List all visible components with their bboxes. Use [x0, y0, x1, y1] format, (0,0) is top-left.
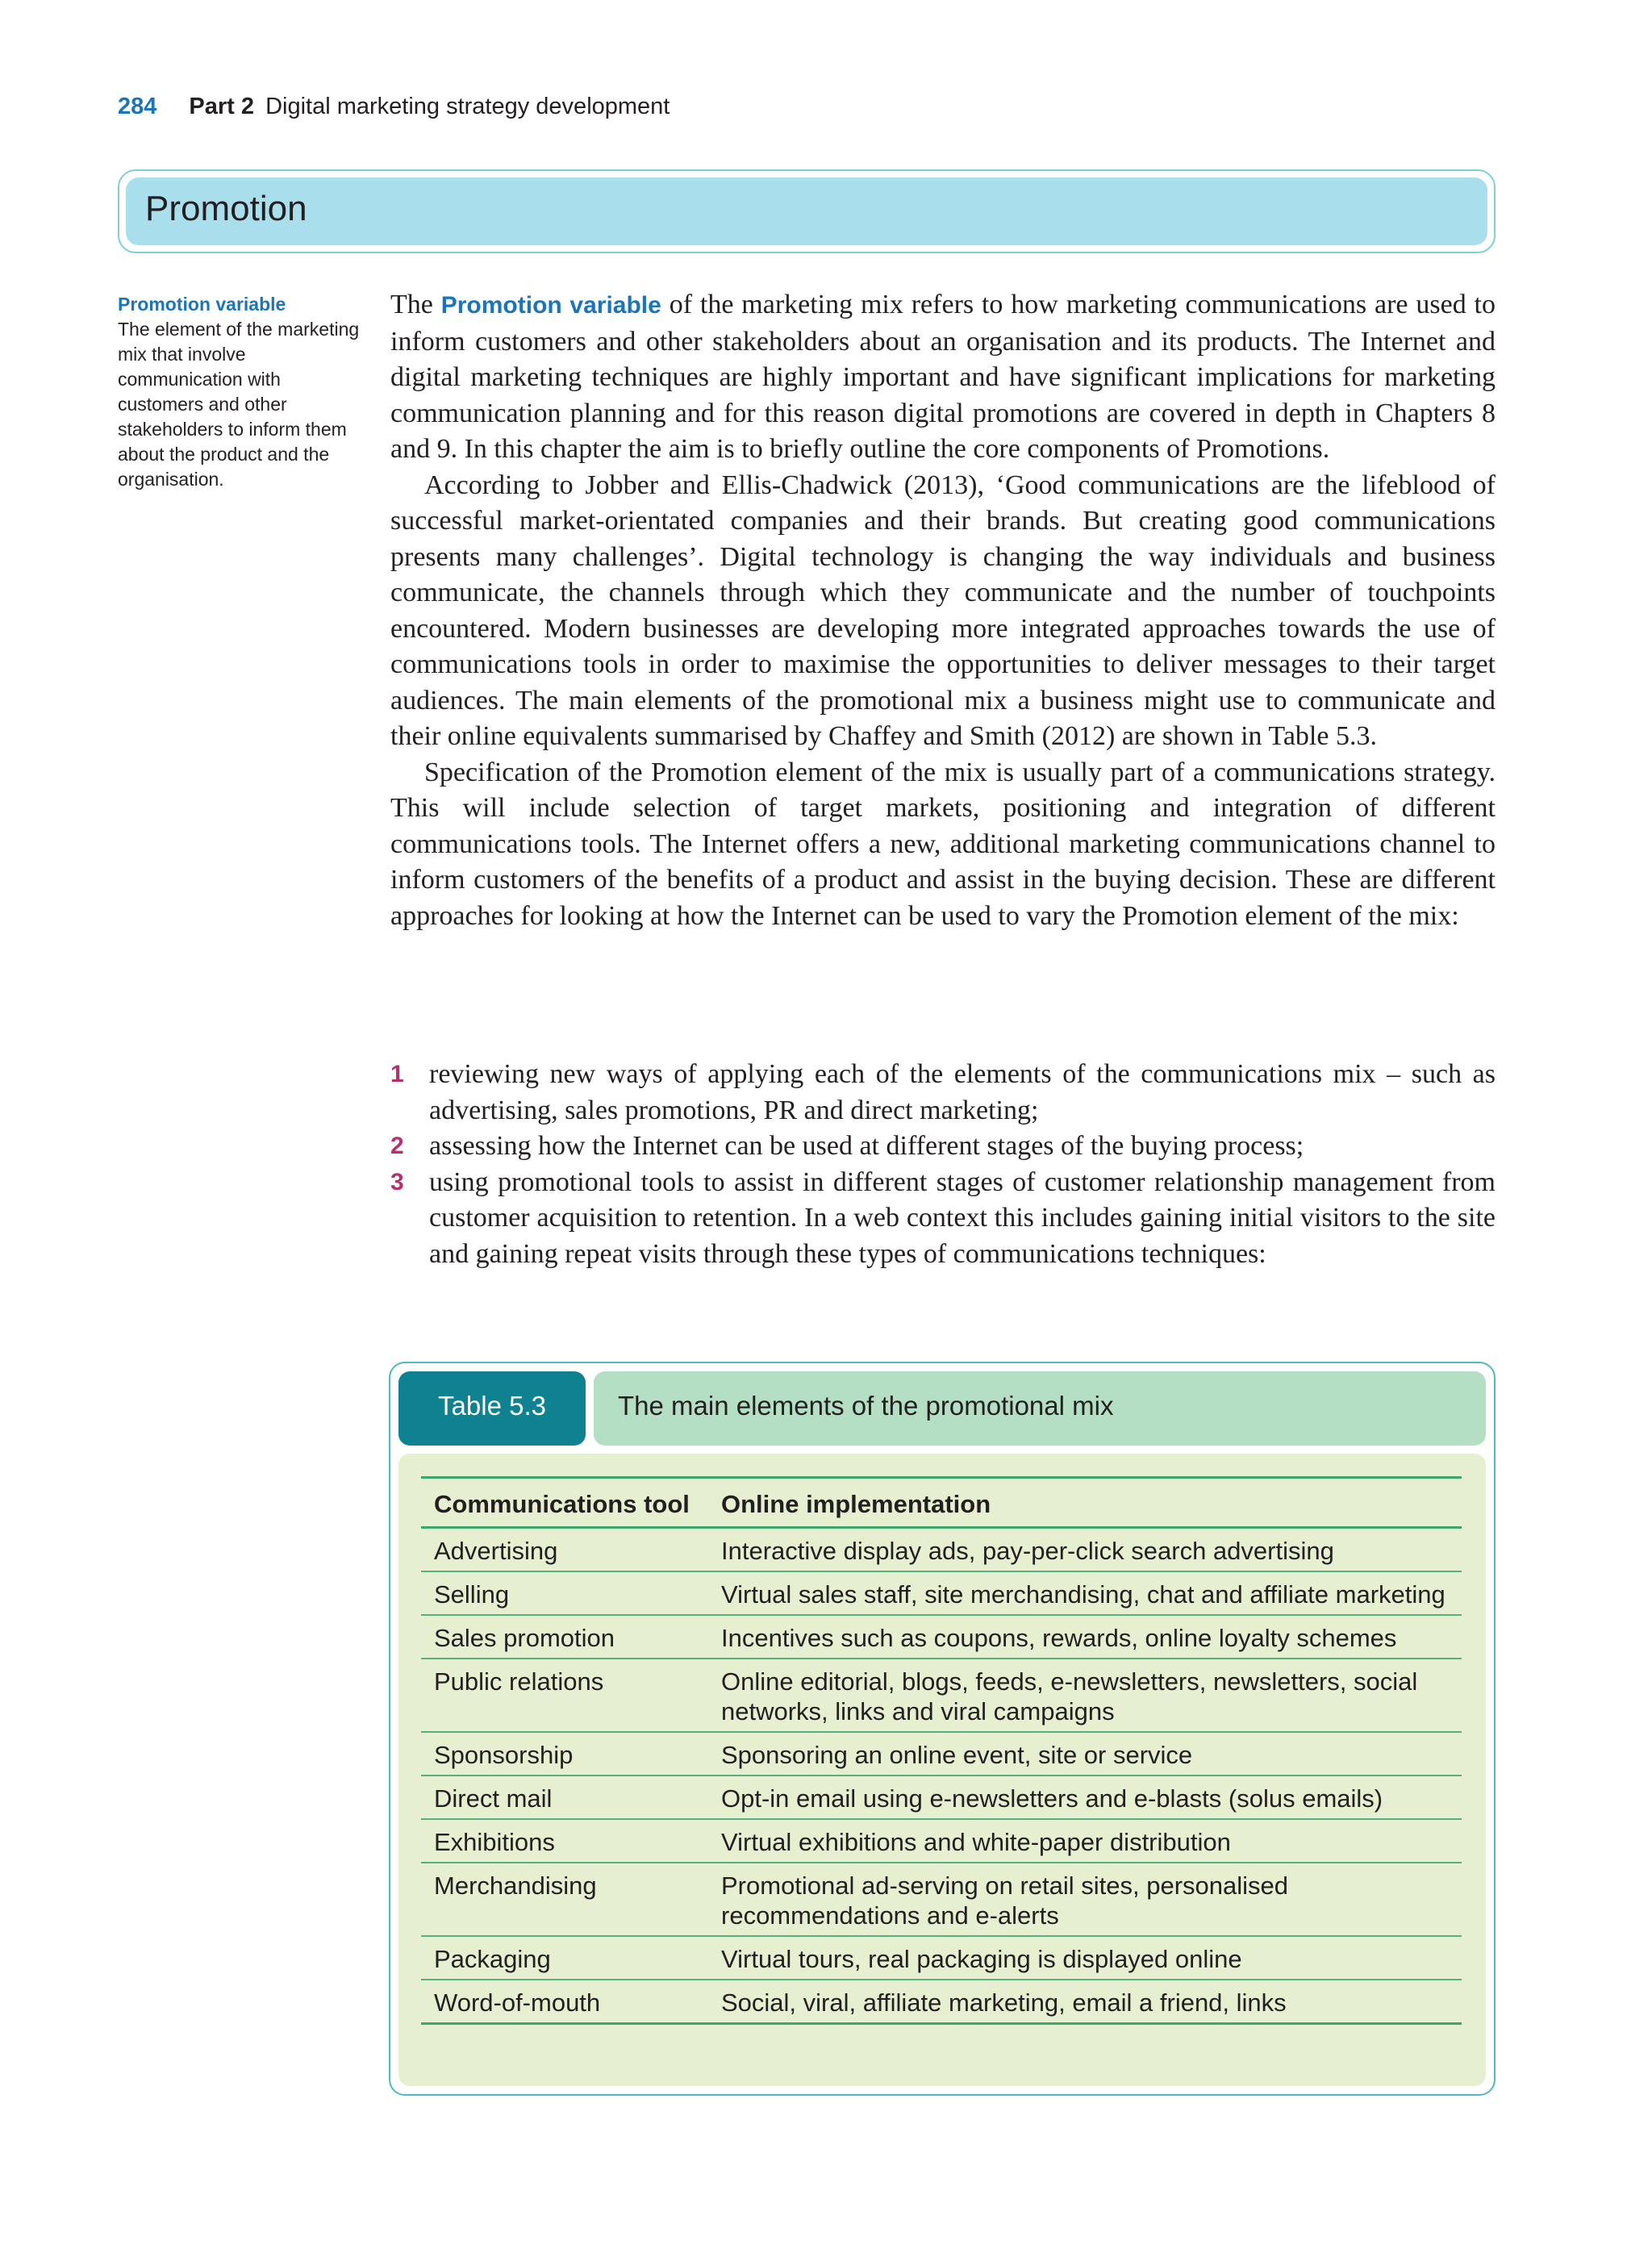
tool-cell: Direct mail: [434, 1784, 553, 1813]
tool-cell: Sponsorship: [434, 1741, 574, 1769]
table-row: [421, 1659, 1462, 1732]
implementation-cell: Incentives such as coupons, rewards, online loyalty schemes: [721, 1624, 1397, 1652]
body-text: [390, 287, 1496, 934]
implementation-cell: Virtual tours, real packaging is displayed online: [721, 1945, 1242, 1973]
table-5-3-container: [389, 1362, 1496, 2096]
part-label: Part 2: [189, 94, 254, 119]
implementation-cell: Sponsoring an online event, site or service: [721, 1741, 1193, 1769]
column-header-online: Online implementation: [721, 1490, 991, 1518]
implementation-cell: Promotional ad-serving on retail sites, personalised recommendations and e-alerts: [721, 1872, 1289, 1930]
list-number: 1: [390, 1061, 404, 1087]
paragraph-3: Specification of the Promotion element of the mix is usually part of a communications strategy. This will include selection of target markets, positioning and integration of different communications tools. The Internet offers a new, additional marketing communications channel to inform customers of the benefits of a product and assist in the buying decision. These are different approaches for looking at how the Internet can be used to vary the Promotion element of the mix:: [390, 757, 1496, 931]
section-heading-box: [118, 169, 1496, 253]
section-title: Promotion: [145, 189, 307, 228]
numbered-list: [390, 1057, 1496, 1272]
implementation-cell: Virtual sales staff, site merchandising, chat and affiliate marketing: [721, 1580, 1446, 1609]
paragraph-1-rest: of the marketing mix refers to how marketing communications are used to inform customers and other stakeholders about an organisation and its products. The Internet and digital marketing techniques are highly important and have significant implications for marketing communication planning and for this reason digital promotions are covered in depth in Chapters 8 and 9. In this chapter the aim is to briefly outline the core components of Promotions.: [390, 290, 1496, 464]
table-row: [421, 1980, 1462, 2024]
implementation-cell: Interactive display ads, pay-per-click search advertising: [721, 1537, 1334, 1565]
implementation-cell: Online editorial, blogs, feeds, e-newsletters, newsletters, social networks, links and viral campaigns: [721, 1667, 1418, 1725]
list-item: [390, 1057, 1496, 1129]
table-row: [421, 1528, 1462, 1572]
list-text: assessing how the Internet can be used at different stages of the buying process;: [429, 1131, 1304, 1161]
table-row: [421, 1863, 1462, 1936]
implementation-cell: Social, viral, affiliate marketing, email a friend, links: [721, 1988, 1287, 2017]
column-header-tool: Communications tool: [434, 1490, 690, 1518]
tool-cell: Public relations: [434, 1667, 604, 1696]
running-header: [118, 94, 670, 120]
promotional-mix-table: [421, 1476, 1462, 2025]
paragraph-1: [390, 287, 1496, 468]
implementation-cell: Virtual exhibitions and white-paper distribution: [721, 1828, 1231, 1856]
tool-cell: Merchandising: [434, 1872, 597, 1900]
list-text: reviewing new ways of applying each of the elements of the communications mix – such as advertising, sales promotions, PR and direct marketing;: [429, 1059, 1496, 1125]
glossary-term: Promotion variable: [118, 294, 286, 315]
list-item: [390, 1129, 1496, 1165]
keyword-promotion-variable: Promotion variable: [440, 292, 661, 319]
page-number: 284: [118, 94, 157, 119]
list-number: 2: [390, 1133, 404, 1159]
table-row: [421, 1819, 1462, 1863]
tool-cell: Selling: [434, 1580, 510, 1609]
paragraph-2: According to Jobber and Ellis-Chadwick (2013), ‘Good communications are the lifeblood of successful market-orientated companies and their brands. But creating good communications presents many challenges’. Digital technology is changing the way individuals and business communicate, the channels through which they communicate and the number of touchpoints encountered. Modern businesses are developing more integrated approaches towards the use of communications tools in order to maximise the opportunities to deliver messages to their target audiences. The main elements of the promotional mix a business might use to communicate and their online equivalents summarised by Chaffey and Smith (2012) are shown in Table 5.3.: [390, 469, 1496, 751]
table-row: [421, 1615, 1462, 1659]
section-heading-fill: [126, 177, 1487, 245]
table-header-row: [421, 1478, 1462, 1528]
margin-glossary-note: [118, 292, 360, 492]
table-row: [421, 1571, 1462, 1615]
table-row: [421, 1936, 1462, 1980]
tool-cell: Word-of-mouth: [434, 1988, 601, 2017]
part-title: Digital marketing strategy development: [265, 94, 670, 119]
table-body-panel: [398, 1454, 1486, 2086]
list-item: [390, 1165, 1496, 1273]
table-caption: The main elements of the promotional mix: [618, 1391, 1114, 1421]
table-row: [421, 1776, 1462, 1819]
tool-cell: Exhibitions: [434, 1828, 555, 1856]
paragraph-1-start: The: [390, 290, 441, 319]
tool-cell: Advertising: [434, 1537, 558, 1565]
table-row: [421, 1732, 1462, 1776]
glossary-definition: The element of the marketing mix that involve communication with customers and other stakeholders to inform them about the product and the organisation.: [118, 319, 360, 490]
tool-cell: Packaging: [434, 1945, 551, 1973]
table-label: Table 5.3: [438, 1391, 546, 1421]
table-label-tab: [398, 1371, 586, 1446]
list-text: using promotional tools to assist in different stages of customer relationship management from customer acquisition to retention. In a web context this includes gaining initial visitors to the site and gaining repeat visits through these types of communications techniques:: [429, 1166, 1496, 1269]
table-caption-bar: [594, 1371, 1486, 1446]
list-number: 3: [390, 1168, 404, 1196]
implementation-cell: Opt-in email using e-newsletters and e-blasts (solus emails): [721, 1784, 1383, 1813]
tool-cell: Sales promotion: [434, 1624, 615, 1652]
